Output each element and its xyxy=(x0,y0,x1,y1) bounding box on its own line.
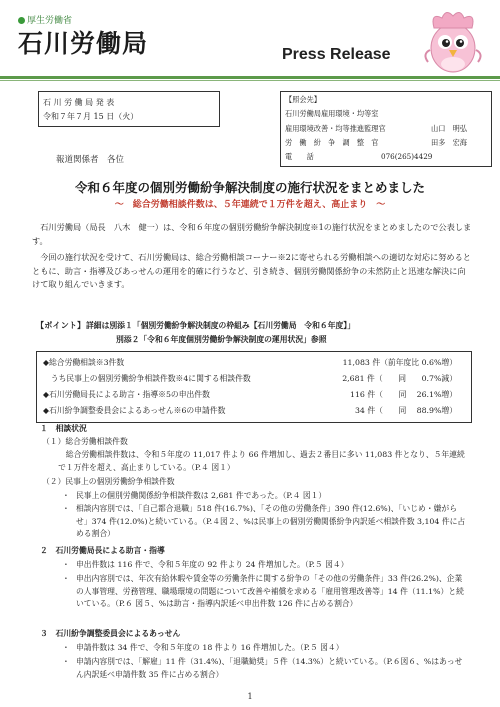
bullet-icon: ・ xyxy=(62,491,70,500)
bullet-icon: ・ xyxy=(62,504,70,513)
press-issuer: 石 川 労 働 局 発 表 xyxy=(43,98,115,107)
header-divider-thin xyxy=(0,80,500,81)
bureau-name: 石川労働局 xyxy=(18,29,149,58)
ministry-name: 厚生労働省 xyxy=(18,13,72,26)
header-divider xyxy=(0,76,500,79)
press-info-box xyxy=(38,91,220,127)
contact-heading: 【照会先】 xyxy=(285,95,321,104)
section-heading: ２ 石川労働局長による助言・指導 xyxy=(40,546,165,555)
contact-phone-label: 電 話 xyxy=(285,152,314,161)
document-subtitle: ～ 総合労働相談件数は、５年連続で１万件を超え、高止まり ～ xyxy=(114,200,386,210)
body-bullet: 相談内容別では、「自己都合退職」518 件(16.7%)、「その他の労働条件」390 件(12.6%)、「いじめ・嫌がらせ」374 件(12.0%)と続いている。（P.４図２、%は民事上の個別労働関係紛争内訳延べ相談件数 3,104 件に占める割合） xyxy=(76,504,466,538)
ministry-logo-icon xyxy=(18,17,25,24)
page-number: 1 xyxy=(247,692,253,701)
subsection-heading: （１）総合労働相談件数 xyxy=(42,437,128,446)
bullet-icon: ・ xyxy=(62,657,70,666)
contact-role: 雇用環境改善・均等推進監理官 xyxy=(285,124,386,133)
contact-box xyxy=(280,91,492,167)
contact-name: 山口 明弘 xyxy=(431,124,467,133)
subsection-heading: （２）民事上の個別労働紛争相談件数 xyxy=(42,477,175,486)
bullet-icon: ・ xyxy=(62,643,70,652)
summary-box xyxy=(36,351,472,423)
body-bullet: 申出内容別では、年次有給休暇や賃金等の労働条件に関する紛争の「その他の労働条件」33 件(26.2%)、企業の人事管理、労務管理、職場環境の問題について改善や補償を求める「雇用管理改善等」14 件（11.1%）と続いている。（P.６ 図５、%は助言・指導内訳延べ申出件数 126 件に占める割合） xyxy=(76,574,464,608)
bullet-icon: ・ xyxy=(62,574,70,583)
press-release-label: Press Release xyxy=(282,46,391,63)
point-label: 【ポイント】 xyxy=(36,320,86,330)
mascot-bird-icon xyxy=(420,4,486,76)
bullet-icon: ・ xyxy=(62,560,70,569)
body-bullet: 申請件数は 34 件で、令和５年度の 18 件より 16 件増加した。（P.５ 図４） xyxy=(76,643,344,652)
contact-dept: 石川労働局雇用環境・均等室 xyxy=(285,109,379,118)
press-date: 令和７年７月 15 日（火） xyxy=(43,112,139,121)
section-heading: ３ 石川紛争調整委員会によるあっせん xyxy=(40,629,181,638)
recipient: 報道関係者 各位 xyxy=(56,155,125,165)
contact-phone: 076(265)4429 xyxy=(381,152,433,161)
summary-row: ◆石川紛争調整委員会によるあっせん※6の申請件数 34 件（ 同 88.9%増） xyxy=(43,406,457,415)
body-bullet: 民事上の個別労働関係紛争相談件数は 2,681 件であった。（P.４ 図１） xyxy=(76,491,327,500)
summary-row: ◆石川労働局長による助言・指導※5の申出件数 116 件（ 同 26.1%増） xyxy=(43,390,457,399)
contact-role: 労 働 紛 争 調 整 官 xyxy=(285,138,379,147)
section-heading: １ 相談状況 xyxy=(40,424,87,433)
summary-row: ◆総合労働相談※3件数 11,083 件（前年度比 0.6%増） xyxy=(43,358,457,367)
intro-paragraph: 石川労働局（局長 八木 健一）は、令和６年度の個別労働紛争解決制度※1の施行状況をまとめましたので公表します。 xyxy=(32,222,472,246)
body-paragraph: 総合労働相談件数は、令和５年度の 11,017 件より 66 件増加し、過去２番目に多い 11,083 件となり、５年連続で１万件を超え、高止まりしている。（P.４ 図１） xyxy=(58,450,465,472)
point-ref: 別添２「令和６年度個別労働紛争解決制度の運用状況」参照 xyxy=(116,335,327,344)
intro-paragraph: 今回の施行状況を受けて、石川労働局は、総合労働相談コーナー※2に寄せられる労働相談への適切な対応に努めるとともに、助言・指導及びあっせんの運用を的確に行うなど、引き続き、個別労働関係紛争の未然防止と迅速な解決に向けて取り組んでいきます。 xyxy=(32,252,471,289)
summary-row: うち民事上の個別労働紛争相談件数※4に関する相談件数 2,681 件（ 同 0.7%減） xyxy=(43,374,457,383)
contact-name: 田多 宏海 xyxy=(431,138,467,147)
document-title: 令和６年度の個別労働紛争解決制度の施行状況をまとめました xyxy=(74,180,425,195)
body-bullet: 申請内容別では、「解雇」11 件（31.4%)、「退職勧奨」５件（14.3%）と続いている。（P.６図６、%はあっせん内訳延べ申請件数 35 件に占める割合） xyxy=(76,657,463,679)
point-ref: 詳細は別添１「個別労働紛争解決制度の枠組み【石川労働局 令和６年度】」 xyxy=(86,321,355,330)
body-bullet: 申出件数は 116 件で、令和５年度の 92 件より 24 件増加した。（P.５ 図４） xyxy=(76,560,349,569)
